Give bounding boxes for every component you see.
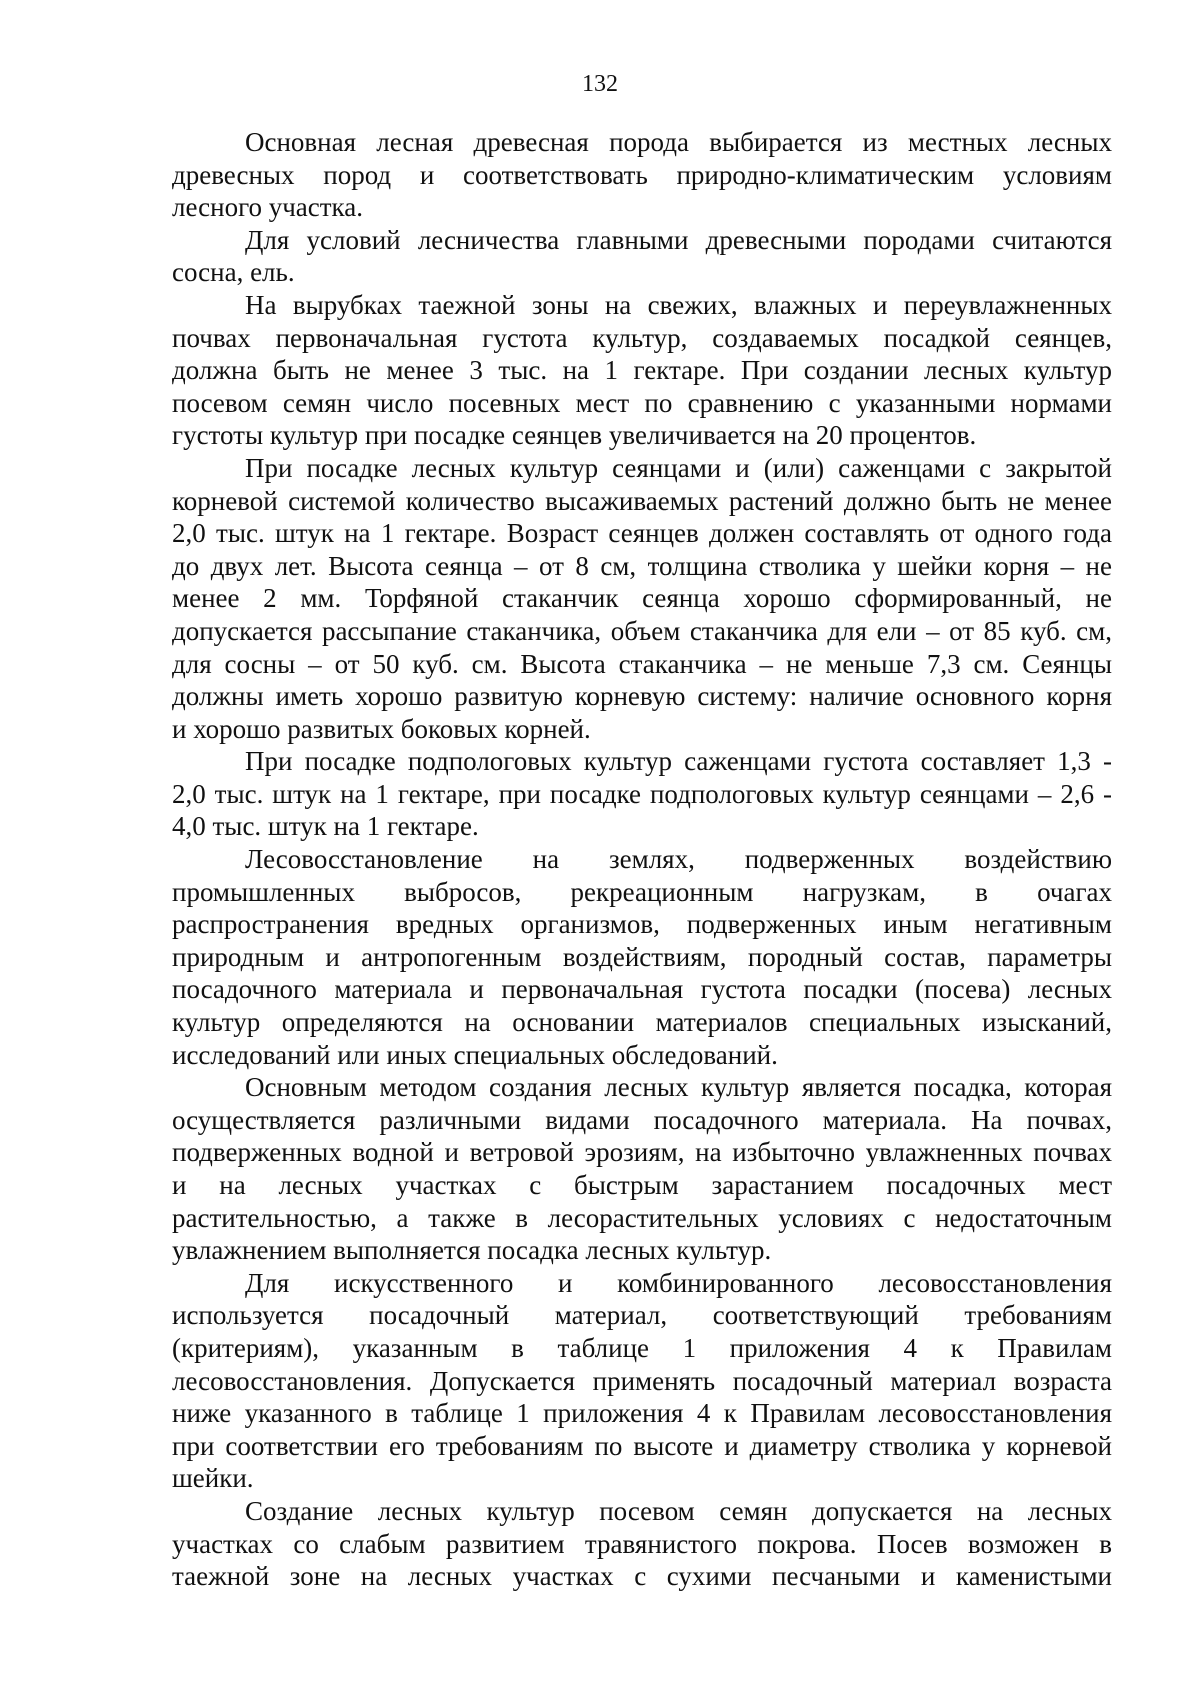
paragraph xyxy=(172,843,1112,1071)
text-line: для сосны – от 50 куб. см. Высота стаканчика – не меньше 7,3 см. Сеянцы xyxy=(172,648,1112,679)
text-line: сосна, ель. xyxy=(172,257,295,288)
text-line: менее 2 мм. Торфяной стаканчик сеянца хорошо сформированный, не xyxy=(172,583,1112,614)
text-line: (критериям), указанным в таблице 1 приложения 4 к Правилам xyxy=(172,1332,1112,1363)
text-line: посевом семян число посевных мест по сравнению с указанными нормами xyxy=(172,387,1112,418)
text-line: культур определяются на основании материалов специальных изысканий, xyxy=(172,1007,1112,1038)
text-line: При посадке подпологовых культур саженцами густота составляет 1,3 - xyxy=(245,746,1112,777)
text-line: используется посадочный материал, соответствующий требованиям xyxy=(172,1300,1112,1331)
paragraph xyxy=(172,1495,1112,1593)
text-line: На вырубках таежной зоны на свежих, влажных и переувлажненных xyxy=(245,289,1112,320)
paragraph xyxy=(172,745,1112,843)
text-line: ниже указанного в таблице 1 приложения 4 к Правилам лесовосстановления xyxy=(172,1398,1112,1429)
text-line: должна быть не менее 3 тыс. на 1 гектаре. При создании лесных культур xyxy=(172,355,1112,386)
text-line: природным и антропогенным воздействиям, породный состав, параметры xyxy=(172,941,1112,972)
text-line: распространения вредных организмов, подверженных иным негативным xyxy=(172,909,1112,940)
text-line: посадочного материала и первоначальная густота посадки (посева) лесных xyxy=(172,974,1112,1005)
text-line: увлажнением выполняется посадка лесных культур. xyxy=(172,1235,772,1266)
text-line: лесовосстановления. Допускается применять посадочный материал возраста xyxy=(172,1365,1112,1396)
text-line: лесного участка. xyxy=(172,192,364,223)
paragraph xyxy=(172,289,1112,452)
paragraph xyxy=(172,126,1112,224)
text-line: Создание лесных культур посевом семян допускается на лесных xyxy=(245,1495,1112,1526)
body-text xyxy=(172,126,1112,1593)
text-line: исследований или иных специальных обследований. xyxy=(172,1039,778,1070)
paragraph xyxy=(172,1071,1112,1267)
text-line: таежной зоне на лесных участках с сухими песчаными и каменистыми xyxy=(172,1561,1112,1592)
text-line: допускается рассыпание стаканчика, объем стаканчика для ели – от 85 куб. см, xyxy=(172,615,1112,646)
text-line: до двух лет. Высота сеянца – от 8 см, толщина стволика у шейки корня – не xyxy=(172,550,1112,581)
text-line: осуществляется различными видами посадочного материала. На почвах, xyxy=(172,1104,1112,1135)
text-line: и хорошо развитых боковых корней. xyxy=(172,713,591,744)
text-line: Основным методом создания лесных культур является посадка, которая xyxy=(245,1072,1112,1103)
text-line: При посадке лесных культур сеянцами и (или) саженцами с закрытой xyxy=(245,452,1112,483)
text-line: шейки. xyxy=(172,1463,254,1494)
text-line: Основная лесная древесная порода выбирается из местных лесных xyxy=(245,127,1112,157)
text-line: растительностью, а также в лесорастительных условиях с недостаточным xyxy=(172,1202,1112,1233)
text-line: участках со слабым развитием травянистого покрова. Посев возможен в xyxy=(172,1528,1112,1559)
text-line: и на лесных участках с быстрым зарастанием посадочных мест xyxy=(172,1170,1112,1200)
text-line: 2,0 тыс. штук на 1 гектаре. Возраст сеянцев должен составлять от одного года xyxy=(172,518,1112,549)
paragraph xyxy=(172,224,1112,289)
text-line: Лесовосстановление на землях, подверженных воздействию xyxy=(245,844,1112,875)
paragraph xyxy=(172,1267,1112,1495)
text-line: подверженных водной и ветровой эрозиям, на избыточно увлажненных почвах xyxy=(172,1137,1112,1168)
text-line: должны иметь хорошо развитую корневую систему: наличие основного корня xyxy=(172,681,1112,712)
text-line: 2,0 тыс. штук на 1 гектаре, при посадке подпологовых культур сеянцами – 2,6 - xyxy=(172,778,1112,809)
text-line: Для искусственного и комбинированного лесовосстановления xyxy=(245,1267,1112,1298)
text-line: промышленных выбросов, рекреационным нагрузкам, в очагах xyxy=(172,876,1112,907)
text-line: Для условий лесничества главными древесными породами считаются xyxy=(245,224,1112,255)
text-line: при соответствии его требованиям по высоте и диаметру стволика у корневой xyxy=(172,1430,1112,1461)
text-line: древесных пород и соответствовать природно-климатическим условиям xyxy=(172,159,1112,190)
paragraph xyxy=(172,452,1112,745)
text-line: почвах первоначальная густота культур, создаваемых посадкой сеянцев, xyxy=(172,322,1112,353)
text-line: густоты культур при посадке сеянцев увеличивается на 20 процентов. xyxy=(172,420,977,451)
text-line: корневой системой количество высаживаемых растений должно быть не менее xyxy=(172,485,1112,516)
text-line: 4,0 тыс. штук на 1 гектаре. xyxy=(172,811,479,842)
page-number: 132 xyxy=(582,71,618,97)
